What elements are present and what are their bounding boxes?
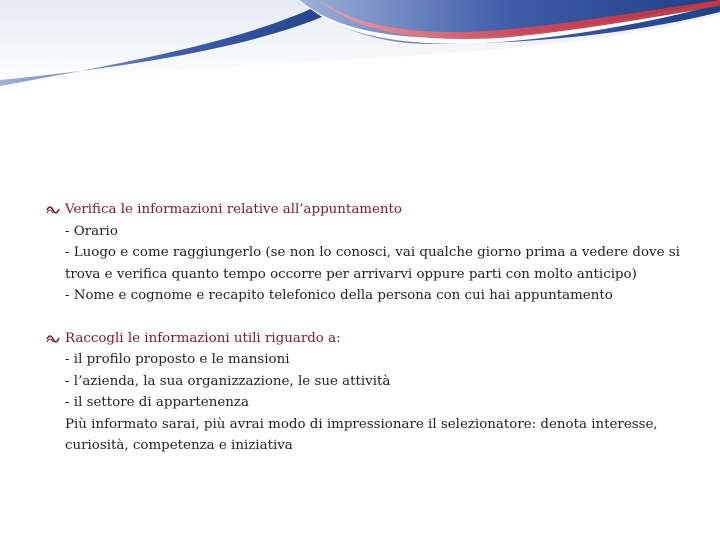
- section-heading: Raccogli le informazioni utili riguardo a:: [65, 330, 341, 346]
- detail-line: - Luogo e come raggiungerlo (se non lo conosci, vai qualche giorno prima a vedere dove si trova e verifica quanto tempo occorre per arrivarvi oppure parti con molto anticipo): [65, 245, 680, 282]
- section-appointment: [46, 199, 686, 307]
- section-heading: Verifica le informazioni relative all’appuntamento: [65, 202, 402, 217]
- detail-line: - il settore di appartenenza: [65, 395, 249, 410]
- section-information: [46, 328, 686, 457]
- content-area: [46, 199, 686, 478]
- detail-line: Più informato sarai, più avrai modo di impressionare il selezionatore: denota interesse, curiosità, competenza e iniziativa: [65, 416, 658, 453]
- header-decoration: [0, 0, 720, 90]
- detail-line: - l’azienda, la sua organizzazione, le sue attività: [65, 373, 391, 389]
- wave-bullet-icon: [46, 334, 60, 343]
- bullet-item: [46, 328, 686, 350]
- detail-line: - Nome e cognome e recapito telefonico della persona con cui hai appuntamento: [65, 288, 613, 303]
- bullet-item: [46, 199, 686, 221]
- detail-line: - Orario: [65, 223, 118, 239]
- wave-bullet-icon: [46, 205, 60, 214]
- detail-line: - il profilo proposto e le mansioni: [65, 352, 290, 367]
